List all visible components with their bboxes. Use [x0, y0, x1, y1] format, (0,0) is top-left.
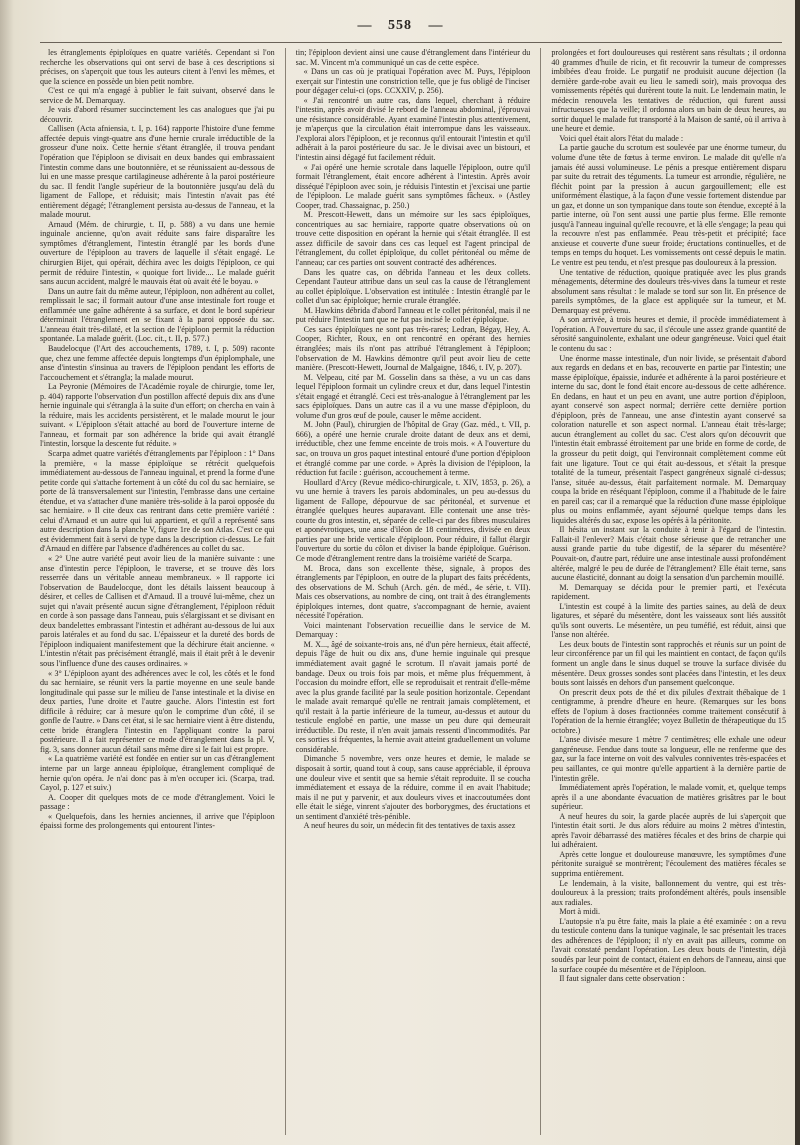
- paragraph: Baudelocque (l'Art des accouchements, 1789, t. I, p. 509) raconte que, chez une femme affectée depuis longtemps d'un épiplomphale, une anse d'intestin s'insinua au travers de l'épiploon pendant les efforts de l'accouchement et s'étrangla; la malade mourut.: [40, 343, 275, 382]
- page-edge: [795, 0, 800, 1145]
- paragraph: « 3° L'épiploon ayant des adhérences avec le col, les côtés et le fond du sac herniaire, se réunit vers la partie moyenne en une seule bande longitudinale qui passe sur le milieu de l'anse intestinale et la divise en deux parties, l'une droite et l'autre gauche. Alors l'intestin est fort difficile à réduire; car à mesure qu'on le comprime d'un côté, il se gonfle de l'autre. » Dans cet état, si le sac herniaire vient à être distendu, cette bride étranglera l'intestin en l'appliquant contre la paroi postérieure. Il a fait représenter ce mode d'étranglement dans la pl. V, fig. 3, sans donner aucun détail sans même dire si le fait lui est propre.: [40, 668, 275, 754]
- paragraph: M. Demarquay se décida pour le premier parti, et l'exécuta rapidement.: [551, 582, 787, 602]
- paragraph: Je vais d'abord résumer succinctement les cas analogues que j'ai pu découvrir.: [40, 105, 275, 124]
- paragraph: A neuf heures du soir, un médecin fit des tentatives de taxis assez: [303, 821, 516, 831]
- paragraph: M. X..., âgé de soixante-trois ans, né d'un père hernieux, était affecté, depuis l'âge de huit ou dix ans, d'une hernie inguinale qui presque immédiatement avait gagné le scrotum. Il n'avait jamais porté de bandage. Deux ou trois fois par mois, et même plus fréquemment, à l'occasion du moindre effort, elle se reproduisait et rentrait d'elle-même avec la plus grande facilité par la seule position horizontale. Cependant le malade avait remarqué qu'elle ne rentrait jamais complètement, et qu'il restait à la partie inférieure de la tumeur, au-dessus et autour du testicule englobé en partie, une masse un peu dure qui demeurait irréductible. Du reste, il n'en avait jamais ressenti d'incommodités. Par ces sorties si fréquentes, la hernie avait atteint graduellement un volume considérable.: [295, 639, 531, 754]
- paragraph: M. Broca, dans son excellente thèse, signale, à propos des étranglements par l'épiploon, en outre de la plupart des faits précédents, des observations de M. Schuh (Arch. gén. de méd., 4e série, t. VII). Mais ces observations, au nombre de cinq, ont trait à des étranglements épiploïques internes, dont quatre, s'accompagnant de hernie, avaient nécessité l'opération.: [295, 563, 531, 621]
- paragraph: « La quatrième variété est fondée en entier sur un cas d'étranglement interne par un large anneau épiploïque, étranglement compliqué de hernie qu'on opéra. Je n'ai donc pas à m'en occuper ici. (Scarpa, trad. Cayol, p. 127 et suiv.): [40, 754, 275, 793]
- paragraph: A neuf heures du soir, la garde placée auprès de lui s'aperçoit que l'intestin était sorti. Je dus alors réduire au moins 2 mètres d'intestin, après l'avoir débarrassé des matières fécales et des brins de charpie qui lui adhéraient.: [551, 811, 787, 850]
- paragraph: les étranglements épiploïques en quatre variétés. Cependant si l'on recherche les observations qui ont servi de base à ces descriptions si précises, on s'aperçoit que tous les auteurs citent à l'envi les mêmes, et que la science en possède un bien petit nombre.: [40, 48, 275, 86]
- paragraph: « J'ai opéré une hernie scrotale dans laquelle l'épiploon, outre qu'il formait l'étranglement, était encore adhérent à l'intestin. Après avoir disséqué l'épiploon avec soin, je réduisis l'intestin et j'excisai une partie de l'épiploon. Le malade guérit sans symptômes fâcheux. » (Astley Cooper, trad. Chassaignac, p. 250.): [295, 162, 531, 210]
- text-columns: [40, 48, 786, 1135]
- paragraph: « 2° Une autre variété peut avoir lieu de la manière suivante : une anse d'intestin perce l'épiploon, le traverse, et se trouve dès lors resserrée dans un véritable anneau membraneux. » Il rapporte ici l'observation de Baudelocque, dont les détails laissent beaucoup à désirer, et celles de Callisen et d'Arnaud. Il a trouvé lui-même, chez un sujet qui n'avait présenté aucun signe d'étranglement, l'épiploon réduit en corde à son passage dans l'anneau, puis s'élargissant et se divisant en deux bandelettes embrassant l'intestin et adhérant au-dessous de lui aux parois latérales et au fond du sac. L'épaisseur et la dureté des bords de l'épiploon indiquaient manifestement que la déchirure était ancienne. « L'intestin n'était pas précisément étranglé, mais il était prêt à le devenir sous l'influence d'une des causes ordinaires. »: [40, 553, 275, 668]
- paragraph: « Dans un cas où je pratiquai l'opération avec M. Puys, l'épiploon exerçait sur l'intestin une constriction telle, que je fus obligé de l'inciser pour dégager celui-ci (ops. CCXXIV, p. 256).: [295, 67, 531, 96]
- paragraph: Immédiatement après l'opération, le malade vomit, et, quelque temps après il a une abondante évacuation de matières grisâtres par le bout supérieur.: [551, 783, 787, 812]
- column-right: [551, 48, 786, 1135]
- paragraph: tin; l'épiploon devient ainsi une cause d'étranglement dans l'intérieur du sac. M. Vincent m'a communiqué un cas de cette espèce.: [295, 48, 531, 67]
- header-dash-right: —: [428, 18, 443, 33]
- paragraph: On prescrit deux pots de thé et dix pilules d'extrait thébaïque de 1 centigramme, à prendre d'heure en heure. (Remarques sur les bons effets de l'opium à doses fractionnées comme traitement consécutif à l'opération de la hernie étranglée; voyez Bulletin de thérapeutique du 15 octobre.): [551, 687, 787, 735]
- paragraph: L'intestin est coupé à la limite des parties saines, au delà de deux ligatures, et séparé du mésentère, dont les vaisseaux sont liés aussitôt qu'ils sont ouverts. Le mésentère, un peu tuméfié, est réduit, ainsi que l'anse non altérée.: [551, 601, 787, 640]
- paragraph: Il faut signaler dans cette observation :: [559, 974, 685, 984]
- paragraph: Une tentative de réduction, quoique pratiquée avec les plus grands ménagements, détermine des douleurs très-vives dans la tumeur et reste absolument sans résultat : le malade se tord sur son lit. En présence de pareils symptômes, de la glace est appliquée sur la tumeur, et M. Demarquay est prévenu.: [551, 267, 787, 315]
- paragraph: Après cette longue et douloureuse manœuvre, les symptômes d'une péritonite suraiguë se montrèrent; l'écoulement des matières fécales se supprima entièrement.: [551, 849, 787, 879]
- paragraph: Scarpa admet quatre variétés d'étranglements par l'épiploon : 1° Dans la première, « la masse épiploïque se rétrécit quelquefois immédiatement au-dessous de l'anneau inguinal, et prend la forme d'une petite corde qui s'attache fortement à un côté du col du sac herniaire, se porte de là transversalement sur l'intestin, l'embrasse dans une certaine étendue, et va s'attacher d'une manière très-solide à la paroi opposée du sac herniaire. » Il cite deux cas rentrant dans cette première variété : celui d'Arnaud et un autre qui lui appartient, et qu'il a représenté sans autre description dans la planche V, figure 1re de son Atlas. C'est ce qui est évidemment fait à servi de type dans la description ci-dessus. Le fait d'Arnaud en diffère par l'absence d'adhérences au collet du sac.: [40, 448, 275, 554]
- paragraph: A. Cooper dit quelques mots de ce mode d'étranglement. Voici le passage :: [40, 792, 275, 812]
- paragraph: Il hésita un instant sur la conduite à tenir à l'égard de l'intestin. Fallait-il l'enlever? Mais c'était chose sérieuse que de retrancher une aussi grande partie du tube digestif, de la séparer du mésentère? Pouvait-on, d'autre part, réduire une anse intestinale aussi profondément altérée, malgré le peu de durée de l'étranglement? Elle était terne, sans aucune élasticité, donnant au doigt la sensation d'un parchemin mouillé.: [551, 525, 787, 583]
- paragraph: A son arrivée, à trois heures et demie, il procède immédiatement à l'opération. A l'ouverture du sac, il s'écoule une assez grande quantité de sérosité sanguinolente, exhalant une odeur gangréneuse. Voici quel était le contenu du sac :: [551, 315, 787, 353]
- paragraph: Dans les quatre cas, on débrida l'anneau et les deux collets. Cependant l'auteur attribue dans un seul cas la cause de l'étranglement au collet épiploïque. L'observation est intitulée : Intestin étranglé par le collet d'un sac épiploïque; hernie crurale étranglée.: [295, 267, 531, 306]
- paragraph: L'autopsie n'a pu être faite, mais la plaie a été examinée : on a revu du testicule contenu dans la tunique vaginale, le sac présentait les traces des adhérences de l'épiploon; il n'y en avait pas ailleurs, comme on l'avait constaté pendant l'opération. Les deux bouts de l'intestin, déjà soudés par leur point de contact, étaient en dehors de l'anneau, ainsi que la surface coupée du mésentère et de l'épiploon.: [551, 916, 787, 974]
- column-divider: [285, 48, 286, 1135]
- paragraph: M. Velpeau, cité par M. Gosselin dans sa thèse, a vu un cas dans lequel l'épiploon formait un cylindre creux et dur, dans lequel l'intestin s'était engagé et étranglé. Ceci est très-analogue à l'étranglement par les sacs épiploïques. Dans un autre cas il a vu une masse d'épiploon, du volume d'un gros œuf de poule, causer le même accident.: [295, 372, 531, 420]
- paragraph: Le lendemain, à la visite, ballonnement du ventre, qui est très-douloureux à la pression; traits profondément altérés, pouls insensible aux radiales.: [551, 878, 787, 907]
- page-header: [0, 18, 800, 42]
- paragraph: M. John (Paul), chirurgien de l'hôpital de Gray (Gaz. méd., t. VII, p. 666), a opéré une hernie crurale droite datant de deux ans et demi, irréductible, chez une femme enceinte de trois mois. « A l'ouverture du sac, on trouva un gros paquet intestinal entouré d'une portion d'épiploon et étranglé comme par une corde. » Après la division de l'épiploon, la réduction fut facile : guérison, accouchement à terme.: [295, 420, 531, 478]
- paragraph: M. Hawkins débrida d'abord l'anneau et le collet péritonéal, mais il ne put réduire l'intestin tant que ne fut pas incisé le collet épiploïque.: [295, 305, 531, 325]
- header-rule: [40, 42, 782, 43]
- paragraph: Mort à midi.: [559, 907, 601, 917]
- paragraph: La Peyronie (Mémoires de l'Académie royale de chirurgie, tome Ier, p. 404) rapporte l'observation d'un postillon affecté depuis dix ans d'une hernie inguinale qui s'étrangla à la suite d'un effort; on chercha en vain à la réduire, mais les accidents persistèrent, et le malade mourut le jour suivant. « L'épiploon s'était attaché au bord de l'ouverture interne de l'anneau, et formait par son adhérence la bride qui avait étranglé l'intestin, lorsque la descente fut réduite. »: [40, 382, 275, 449]
- paragraph: Dimanche 5 novembre, vers onze heures et demie, le malade se disposait à sortir, quand tout à coup, sans cause appréciable, il éprouva une douleur vive et sentit que sa hernie s'était reproduite. Il se coucha immédiatement et essaya de la réduire, comme il en avait l'habitude; mais il ne put y parvenir, et aux douleurs vives et inaccoutumées dont elle était le siége, vinrent s'ajouter des borborygmes, des éructations et un sentiment d'anxiété très-pénible.: [295, 754, 531, 821]
- column-middle: [296, 48, 531, 1135]
- column-divider: [540, 48, 541, 1135]
- paragraph: Ces sacs épiploïques ne sont pas très-rares; Ledran, Bégay, Hey, A. Cooper, Richter, Roux, en ont rencontré en opérant des hernies étranglées; mais ils n'ont pas attribué l'étranglement à l'épiploon; l'observation de M. Hawkins démontre qu'il peut avoir lieu de cette manière. (Prescott-Hewett, Journal de Malgaigne, 1846, t. IV, p. 207).: [295, 324, 531, 373]
- paragraph: C'est ce qui m'a engagé à publier le fait suivant, observé dans le service de M. Demarquay.: [40, 86, 275, 105]
- paragraph: Arnaud (Mém. de chirurgie, t. II, p. 588) a vu dans une hernie inguinale ancienne, qu'on avait réduite sans faire disparaître les symptômes d'étranglement, l'intestin étranglé par les bords d'une ouverture de l'épiploon au travers de laquelle il s'était engagé. Le chirurgien Bijet, qui opérait, déchira avec les doigts l'épiploon, ce qui permit de réduire l'intestin, « quoique fort livide.... Le malade guérit sans aucun accident, malgré le mauvais état où avait été le boyau. »: [40, 219, 275, 287]
- page-number: 558: [388, 18, 412, 33]
- binding-shadow: [0, 0, 14, 1145]
- paragraph: Callisen (Acta afniensia, t. I, p. 164) rapporte l'histoire d'une femme affectée depuis vingt-quatre ans d'une hernie crurale irréductible de la grosseur d'une noix. Cette hernie s'étant étranglée, il trouva pendant l'opération que l'épiploon se divisait en deux bandes qui embrassaient l'intestin comme dans une boutonnière, et se réunissaient au-dessous de lui en une masse presque cartilagineuse adhérente à la paroi postérieure du sac. Il fendit l'angle supérieur de la boutonnière jusqu'au delà du ligament de Fallope, et réduisit; mais l'intestin n'avait pas été entièrement dégagé; l'étranglement persista au-dessus de l'anneau, et la malade mourut.: [40, 124, 275, 220]
- paragraph: « J'ai rencontré un autre cas, dans lequel, cherchant à réduire l'intestin, après avoir divisé le rebord de l'anneau abdominal, j'éprouvai une résistance considérable. Ayant examiné l'intestin plus attentivement, je m'aperçus que la circulation était interrompue dans les vaisseaux. J'explorai alors l'épiploon, et je reconnus qu'il entourait l'intestin et qu'il adhérait à la paroi postérieure du sac. Je le divisai avec un bistouri, et l'intestin ainsi dégagé fut facilement réduit.: [295, 95, 531, 163]
- paragraph: La partie gauche du scrotum est soulevée par une énorme tumeur, du volume d'une tête de fœtus à terme environ. Le malade dit qu'elle n'a jamais été aussi volumineuse. Le pénis a presque entièrement disparu par suite du retrait des téguments. La tumeur est arrondie, régulière, ne fléchit point par la pression à aucun gargouillement; elle est uniformément élastique, à la façon d'une vessie fortement distendue par un gaz, et donne un son tympanique dans toute son étendue, excepté à la partie interne, où l'on sent aussi une partie plus ferme. Elle remonte jusqu'à l'anneau inguinal qu'elle recouvre, et là elle s'engage; la peau qui la recouvre n'est pas enflammée. Peau très-petit et précipité; face anxieuse et couverte d'une sueur froide; éructations continuelles, et de temps en temps du hoquet. Les vomissements ont cessé depuis le matin. Le ventre est peu tendu, et n'est presque pas douloureux à la pression.: [551, 143, 787, 268]
- paragraph: L'anse divisée mesure 1 mètre 7 centimètres; elle exhale une odeur gangréneuse. Fendue dans toute sa longueur, elle ne renferme que des gaz, sur la face interne on voit des valvules conniventes très-espacées et peu saillantes, ce qui montre qu'elle appartient à la dernière partie de l'intestin grêle.: [551, 735, 787, 783]
- paragraph: Voici quel était alors l'état du malade :: [559, 133, 684, 143]
- paragraph: Les deux bouts de l'intestin sont rapprochés et réunis sur un point de leur circonférence par un fil qui les maintient en contact, de façon qu'ils forment un angle dans le sinus duquel se trouve la surface divisée du mésentère. Deux grosses sondes sont placées dans l'intestin, et les deux bouts sont laissés en dehors d'un pansement quelconque.: [551, 639, 787, 688]
- paragraph: Houllard d'Arcy (Revue médico-chirurgicale, t. XIV, 1853, p. 26), a vu une hernie à travers les parois abdominales, un peu au-dessus du ligament de Fallope, dépourvue de sac péritonéal, et survenue et étranglée quelques heures auparavant. Elle contenait une anse très-courte du gros intestin, et, séparée de celle-ci par des fibres musculaires et aponévrotiques, une anse d'iléon de 18 centimètres, divisée en deux parties par une bride verticale d'épiploon. Pour réduire, il fallut élargir l'ouverture du sortie du côlon et diviser la bande épiploïque. Guérison. Ce mode d'étranglement rentre dans la troisième variété de Scarpa.: [295, 477, 531, 563]
- paragraph: M. Prescott-Hewett, dans un mémoire sur les sacs épiploïques, concentriques au sac herniaire, rapporte quatre observations où on trouve cette disposition en opérant la hernie qui s'était étranglée. Il est assez difficile de savoir dans ces cas lequel est l'agent principal de l'étranglement, du collet épiploïque, du collet péritonéal ou même de l'anneau; car ces parties ont souvent contracté des adhérences.: [295, 210, 531, 268]
- paragraph: Voici maintenant l'observation recueillie dans le service de M. Demarquay :: [295, 620, 531, 640]
- header-dash-left: —: [357, 18, 372, 33]
- paragraph: Dans un autre fait du même auteur, l'épiploon, non adhérent au collet, remplissait le sac; il formait autour d'une anse intestinale fort rouge et enflammée une gaîne adhérente à sa surface, et dont le bord supérieur déterminait l'étranglement en se fixant à la paroi opposée du sac. L'anneau était très-dilaté, et la section de l'épiploon permit la réduction spontanée. La malade guérit. (Loc. cit., t. II, p. 577.): [40, 286, 275, 344]
- paragraph: Une énorme masse intestinale, d'un noir livide, se présentait d'abord aux regards en dedans et en bas, recouverte en partie par l'intestin; une masse épiploïque, épaissie, indurée et adhérente à la paroi postérieure et interne du sac, dont le fond était encore au-dessous de cette adhérence. En dedans, en haut et un peu en avant, une autre portion d'épiploon, ayant conservé son aspect normal; derrière cette dernière portion d'épiploon, près de l'anneau, une anse d'intestin ayant conservé sa coloration naturelle et son aspect normal. L'anneau était très-large; aucun étranglement au collet du sac. C'est alors qu'on découvrit que l'intestin était embrassé étroitement par une bride en forme de corde, de la grosseur du petit doigt, qui l'environnait complètement comme eût fait une ligature. Tout ce qui était au-dessous, et s'était la presque totalité de la tumeur, présentait l'aspect gangréneux signalé ci-dessus; l'anse, située au-dessus, était parfaitement normale. M. Demarquay coupa la bride en réséquant l'épiploon, comme il a l'habitude de le faire en pareil cas; car il a remarqué que la réduction d'une masse épiploïque plus ou moins enflammée, ayant séjourné quelque temps dans les liquides altérés du sac, expose les opérés à la péritonite.: [551, 353, 787, 525]
- paragraph: prolongées et fort douloureuses qui restèrent sans résultats ; il ordonna 40 grammes d'huile de ricin, et fit recouvrir la tumeur de compresses imbibées d'eau froide. Le purgatif ne produisit aucune déjection (la dernière garde-robe avait eu lieu le samedi soir), mais provoqua des vomissements répétés qui durèrent toute la nuit. Le lendemain matin, le médecin renouvela les tentatives de réduction, qui furent aussi infructueuses que la veille; il ordonna alors un bain de deux heures, au sortir duquel le malade fut transporté à la Maison de santé, où il arriva à une heure et demie.: [551, 48, 787, 134]
- column-left: [40, 48, 275, 1135]
- paragraph: « Quelquefois, dans les hernies anciennes, il arrive que l'épiploon épaissi forme des prolongements qui entourent l'intes-: [40, 811, 275, 831]
